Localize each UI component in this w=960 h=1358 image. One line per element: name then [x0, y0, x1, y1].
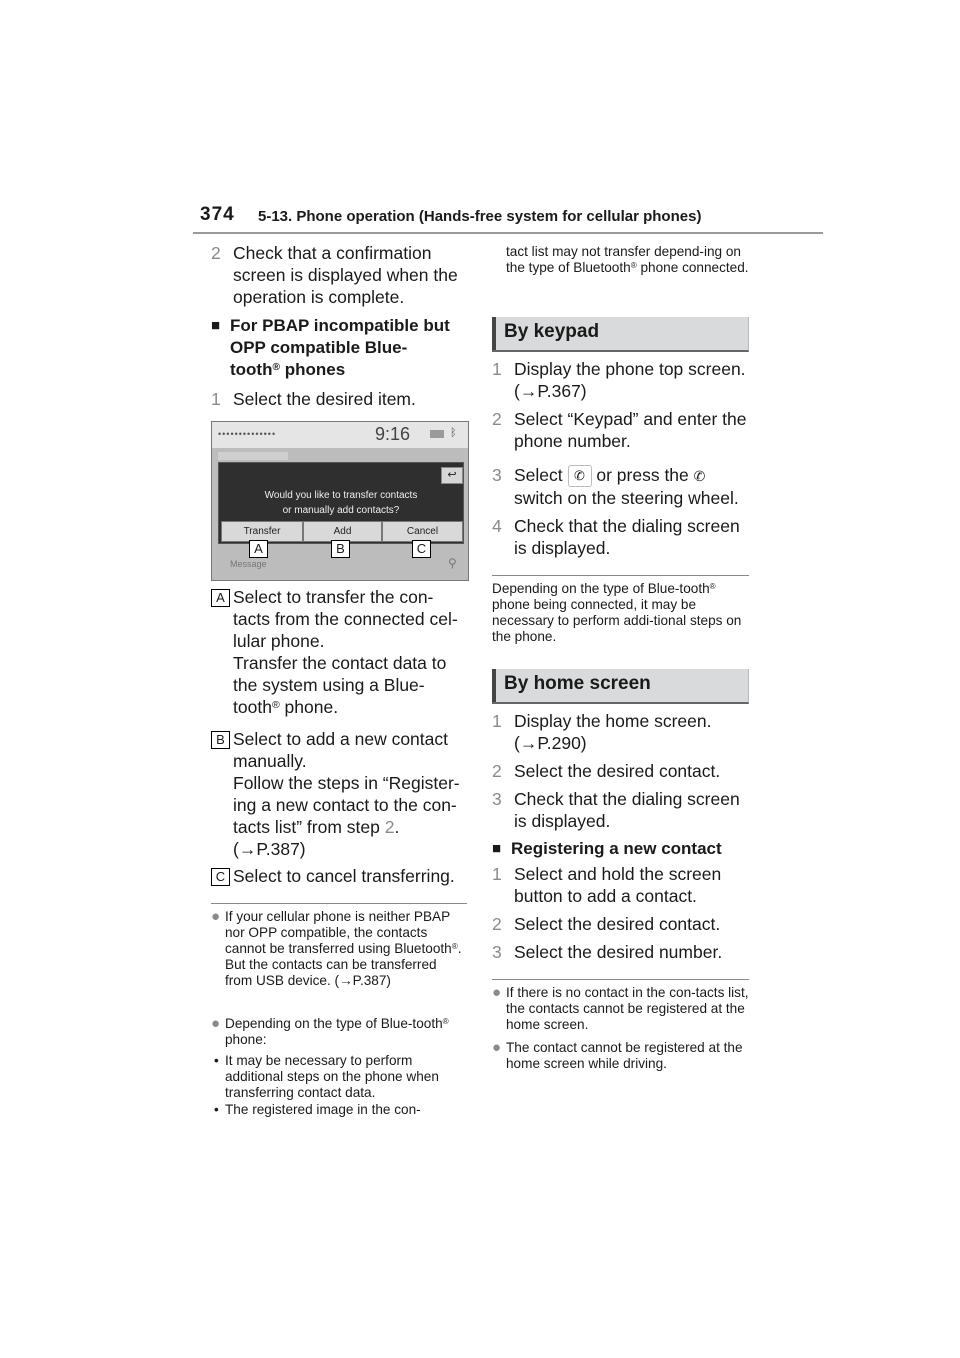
square-marker: ■: [492, 840, 502, 857]
callout-c: C: [412, 540, 431, 558]
kp-note: [492, 581, 749, 645]
item-c-text: Select to cancel transferring.: [233, 866, 455, 886]
step-number: 1: [492, 359, 502, 379]
kp-step-1: [492, 358, 749, 402]
bullet-dot: ●: [211, 908, 221, 925]
label-a: A: [211, 589, 230, 607]
bullet-text: The registered image in the con-: [225, 1102, 421, 1117]
item-b-text1: Select to add a new contact manually.: [233, 729, 448, 771]
rg-step-3: [492, 941, 749, 963]
note-text-b: . But the contacts can be transferred from USB device. (→P.387): [225, 941, 462, 988]
callout-a: A: [249, 540, 268, 558]
step-number: 2: [492, 761, 502, 781]
note-text-a: If your cellular phone is neither PBAP nor OPP compatible, the contacts cannot be transferred using Bluetooth: [225, 909, 452, 956]
item-c-cancel: [211, 865, 467, 887]
add-button[interactable]: Add: [303, 521, 382, 542]
step-text: Select the desired number.: [514, 942, 723, 962]
bullet-additional-steps: [211, 1053, 467, 1101]
note-continuation: [492, 244, 749, 276]
back-icon[interactable]: ↩: [441, 467, 463, 484]
step-number: 3: [492, 789, 502, 809]
registered-mark: ®: [630, 261, 637, 270]
heading-bar: [492, 317, 496, 350]
heading-by-home-screen: [492, 669, 749, 704]
step-text-c: switch on the steering wheel.: [514, 488, 739, 509]
screen-status-bar: [212, 422, 468, 448]
cont-text-a: tact list may not transfer depend-ing on the type of Bluetooth: [506, 244, 741, 275]
step-text: Display the home screen. (→P.290): [514, 711, 712, 753]
step-number: 2: [492, 409, 502, 429]
callout-b: B: [331, 540, 350, 558]
kp-step-2: [492, 408, 749, 452]
bullet-dot: ●: [492, 984, 502, 1001]
cancel-button[interactable]: Cancel: [382, 521, 463, 542]
step-text-a: Select: [514, 465, 568, 485]
item-a-text1: Select to transfer the con-tacts from the connected cel-lular phone.: [233, 587, 458, 651]
item-b-text2a: Follow the steps in “Register-ing a new contact to the con-tacts list” from step: [233, 773, 460, 837]
item-a-text2b: phone.: [279, 697, 339, 717]
subheading-registering: [492, 838, 749, 860]
step-number: 4: [492, 516, 502, 536]
rg-note-2: [492, 1040, 749, 1072]
heading-text: By keypad: [504, 321, 600, 342]
bullet-text: It may be necessary to perform additional steps on the phone when transferring contact data.: [225, 1053, 439, 1100]
section-title: 5-13. Phone operation (Hands-free system for cellular phones): [258, 208, 702, 225]
battery-icon: [430, 430, 444, 438]
hs-step-2: [492, 760, 749, 782]
step-text: Select “Keypad” and enter the phone number.: [514, 409, 747, 451]
signal-dots-icon: ••••••••••••••: [218, 429, 277, 439]
cont-text-b: phone connected.: [636, 260, 749, 275]
hs-step-1: [492, 710, 749, 754]
bluetooth-icon: ᛒ: [450, 427, 457, 439]
bullet-dot: ●: [211, 1015, 221, 1032]
registered-mark: ®: [442, 1017, 449, 1026]
rg-step-1: [492, 863, 749, 907]
transfer-button[interactable]: Transfer: [221, 521, 303, 542]
item-a-transfer: [211, 586, 467, 718]
rg-step-2: [492, 913, 749, 935]
note-text: If there is no contact in the con-tacts list, the contacts cannot be registered at the home screen.: [506, 985, 749, 1032]
bullet-dot: ●: [492, 1039, 502, 1056]
step-text: Check that a confirmation screen is displayed when the operation is complete.: [233, 243, 458, 307]
kp-note-a: Depending on the type of Blue-tooth: [492, 581, 710, 596]
step-number: 2: [211, 243, 221, 263]
screen-illustration: [211, 421, 469, 581]
hs-step-3: [492, 788, 749, 832]
heading-by-keypad: [492, 317, 749, 352]
step-number: 1: [211, 389, 221, 409]
registered-mark: ®: [451, 942, 458, 951]
dialog-message: [219, 488, 463, 518]
item-b-text2b: .: [394, 817, 400, 837]
note-divider: [492, 575, 749, 576]
subheading-text: Registering a new contact: [511, 839, 722, 858]
step-text: Select the desired contact.: [514, 914, 721, 934]
dialog-message-line1: Would you like to transfer contacts: [264, 490, 418, 501]
step-text: Select and hold the screen button to add a contact.: [514, 864, 722, 906]
subheading-pbap: [211, 315, 467, 381]
screen-bg-item: [218, 452, 288, 460]
label-b: B: [211, 731, 230, 749]
dialog-message-line2: or manually add contacts?: [282, 505, 400, 516]
page-reference[interactable]: (→P.387): [233, 839, 306, 859]
step-text: Check that the dialing screen is displayed.: [514, 789, 740, 831]
kp-note-b: phone being connected, it may be necessary to perform addi-tional steps on the phone.: [492, 597, 742, 644]
bullet-mark: •: [214, 1053, 219, 1068]
heading-text: By home screen: [504, 673, 651, 694]
registered-mark: ®: [272, 362, 280, 373]
heading-bar: [492, 669, 496, 702]
note-text: The contact cannot be registered at the home screen while driving.: [506, 1040, 743, 1071]
phone-icon: ✆: [568, 465, 592, 487]
square-marker: ■: [211, 317, 221, 334]
kp-step-3: [492, 464, 749, 509]
step-number: 1: [492, 711, 502, 731]
step-text: Display the phone top screen. (→P.367): [514, 359, 746, 401]
item-b-add: [211, 728, 467, 860]
item-a-text2a: Transfer the contact data to the system using a Blue-tooth: [233, 653, 447, 717]
note-divider: [492, 979, 749, 980]
screen-time: 9:16: [375, 424, 411, 444]
screen-bottom-hint: Message: [230, 559, 267, 569]
registered-mark: ®: [709, 582, 716, 591]
step-number: 2: [492, 914, 502, 934]
step-text: Select the desired contact.: [514, 761, 721, 781]
step-reference: 2: [384, 817, 395, 837]
step-1-select: [211, 388, 467, 410]
bullet-mark: •: [214, 1102, 219, 1117]
registered-mark: ®: [271, 699, 280, 711]
note-text-a: Depending on the type of Blue-tooth: [225, 1016, 443, 1031]
header-rule: [193, 232, 823, 234]
step-text: Select the desired item.: [233, 389, 416, 409]
rg-note-1: [492, 985, 749, 1033]
subheading-line2b: phones: [280, 360, 346, 379]
step-number: 1: [492, 864, 502, 884]
step-number: 3: [492, 465, 502, 485]
step-2-confirm: [211, 242, 466, 308]
note-depending: [211, 1016, 467, 1048]
subheading-line1: For PBAP incompatible but OPP compatible Blue-: [230, 316, 450, 357]
note-divider: [211, 903, 467, 904]
step-text: Check that the dialing screen is displayed.: [514, 516, 740, 558]
phone-switch-icon: ✆: [693, 468, 706, 484]
note-text-b: phone:: [225, 1032, 267, 1047]
page-number: 374: [200, 204, 235, 225]
bullet-registered-image: [211, 1102, 467, 1118]
search-icon: ⚲: [448, 556, 457, 570]
subheading-line2a: tooth: [230, 360, 273, 379]
note-incompatible: [211, 909, 467, 989]
label-c: C: [211, 868, 230, 886]
step-text-b: or press the: [591, 465, 694, 485]
step-number: 3: [492, 942, 502, 962]
transfer-dialog: [218, 462, 464, 544]
kp-step-4: [492, 515, 749, 559]
